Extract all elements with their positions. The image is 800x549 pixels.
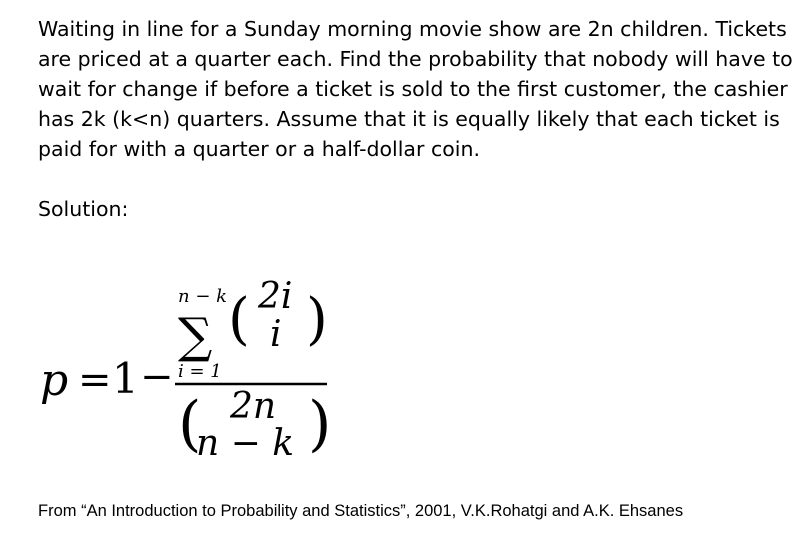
num-binom-top: 2i xyxy=(258,276,293,317)
problem-line-3: wait for change if before a ticket is sold to the first customer, the cashier xyxy=(38,77,788,101)
solution-label: Solution: xyxy=(38,197,129,221)
formula-one: 1 xyxy=(112,354,139,403)
sum-symbol: ∑ xyxy=(178,308,213,364)
den-binom-top: 2n xyxy=(230,386,277,427)
sum-lower-limit: i = 1 xyxy=(178,361,222,382)
probability-formula xyxy=(30,260,360,470)
formula-minus: − xyxy=(140,354,174,400)
problem-line-2: are priced at a quarter each. Find the probability that nobody will have to xyxy=(38,47,793,71)
problem-line-5: paid for with a quarter or a half-dollar coin. xyxy=(38,137,480,161)
problem-line-1: Waiting in line for a Sunday morning movie show are 2n children. Tickets xyxy=(38,17,787,41)
sum-upper-limit: n − k xyxy=(178,286,228,307)
num-binom-right-paren: ) xyxy=(306,287,328,352)
citation: From “An Introduction to Probability and Statistics”, 2001, V.K.Rohatgi and A.K. Ehsanes xyxy=(38,502,684,520)
den-binom-left-paren: ( xyxy=(178,389,202,459)
num-binom-bottom: i xyxy=(270,314,282,355)
formula-equals: = xyxy=(78,357,112,403)
den-binom-bottom: n − k xyxy=(196,423,295,464)
den-binom-right-paren: ) xyxy=(308,389,332,459)
problem-statement xyxy=(38,14,793,164)
problem-line-4: has 2k (k<n) quarters. Assume that it is equally likely that each ticket is xyxy=(38,107,780,131)
num-binom-left-paren: ( xyxy=(228,287,250,352)
formula-p: p xyxy=(40,355,69,406)
